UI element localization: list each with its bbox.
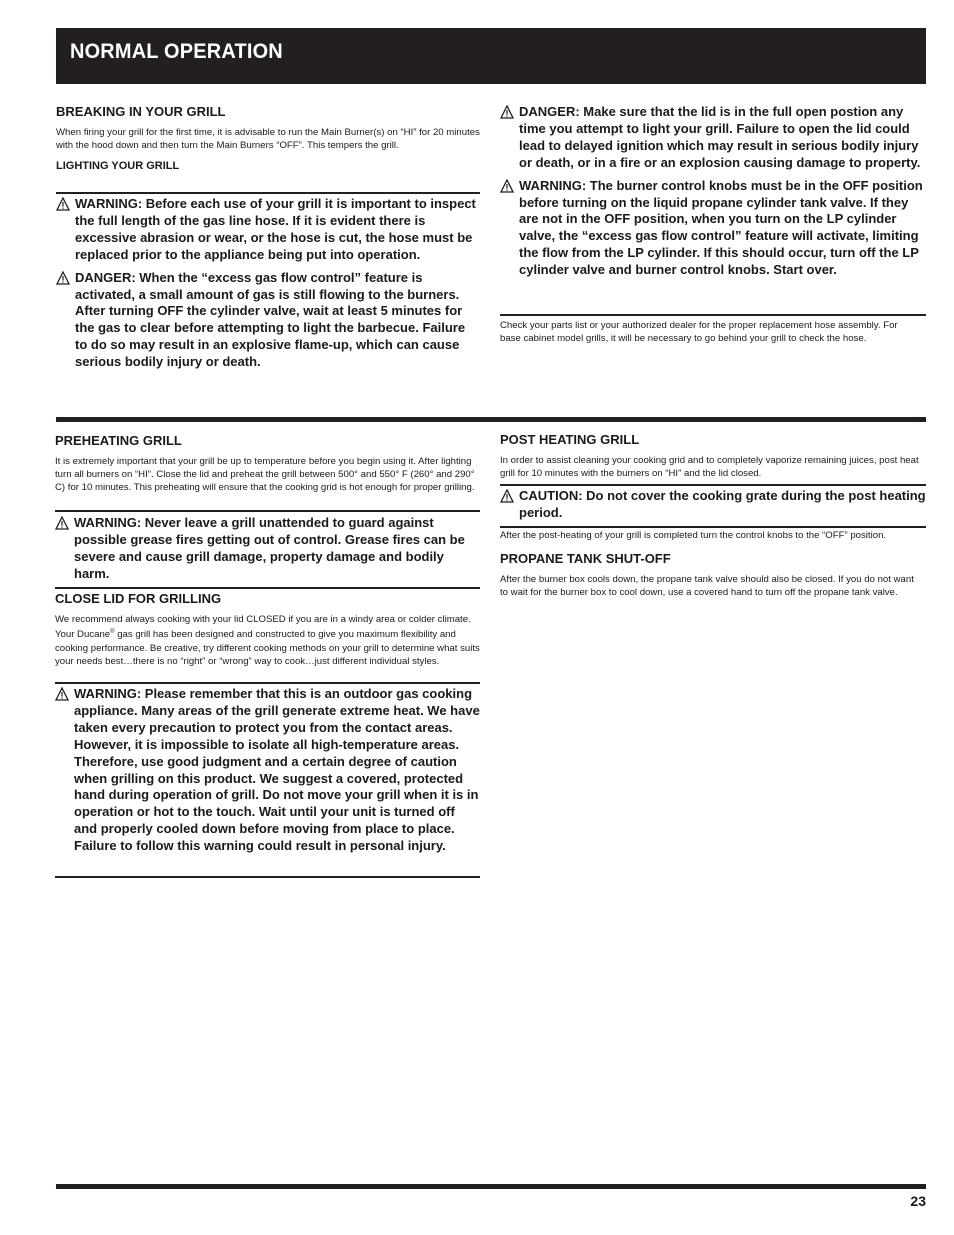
left-top-column bbox=[56, 104, 480, 173]
divider-rule bbox=[55, 510, 480, 512]
divider-rule bbox=[55, 876, 480, 878]
warning-block bbox=[55, 515, 480, 583]
post-heating-text: In order to assist cleaning your cooking grid and to completely vaporize remaining juices, post heat grill for 10 minutes with the burners on “HI” and the lid closed. bbox=[500, 455, 919, 480]
warning-triangle-icon bbox=[500, 105, 514, 119]
warning-triangle-icon bbox=[56, 271, 70, 285]
warning-block bbox=[56, 196, 480, 371]
danger-gas-flow-text: DANGER: When the “excess gas flow control” feature is activated, a small amount of gas is still flowing to the burners. After turning OFF the cylinder valve, wait at least 5 minutes for the gas to clear before attempting to light the barbecue. Failure to do so may result in an explosive flame-up, which can cause serious bodily injury or death. bbox=[75, 269, 466, 370]
post-heating-heading: POST HEATING GRILL bbox=[500, 432, 640, 447]
lighting-heading: LIGHTING YOUR GRILL bbox=[56, 160, 180, 173]
right-top-column bbox=[500, 104, 926, 279]
warning-triangle-icon bbox=[56, 197, 70, 211]
close-lid-section bbox=[55, 591, 480, 668]
divider-rule bbox=[55, 682, 480, 684]
page-title: NORMAL OPERATION bbox=[70, 40, 283, 63]
divider-rule bbox=[500, 526, 926, 528]
divider-rule bbox=[55, 587, 480, 589]
right-bottom-column bbox=[500, 432, 926, 480]
warning-triangle-icon bbox=[55, 687, 69, 701]
warning-unattended-text: WARNING: Never leave a grill unattended to guard against possible grease fires getting out of control. Grease fires can be severe and cause grill damage, property damage and bodily harm. bbox=[74, 515, 465, 581]
warning-control-knobs-text: WARNING: The burner control knobs must be in the OFF position before turning on the liquid propane cylinder tank valve. If they are not in the OFF position, when you turn on the LP cylinder valve, the “excess gas flow control” feature will activate, limiting the flow from the LP cylinder. If this should occur, turn off the LP cylinder valve and burner control knobs. Start over. bbox=[519, 177, 923, 278]
preheating-text: It is extremely important that your grill be up to temperature before you begin using it. After lighting turn all burners on “HI”. Close the lid and preheat the grill between 500° and 550° F (260° and 290° C) for 10 minutes. This preheating will ensure that the cooking grid is hot enough for proper grilling. bbox=[55, 456, 475, 494]
danger-lid-open-text: DANGER: Make sure that the lid is in the full open postion any time you attempt to light your grill. Failure to open the lid could lead to delayed ignition which may result in serious bodily injury or death, or in a fire or an explosion causing damage to property. bbox=[519, 104, 921, 170]
shutoff-section bbox=[500, 529, 920, 600]
divider-rule bbox=[500, 484, 926, 486]
preheating-heading: PREHEATING GRILL bbox=[55, 433, 182, 448]
breaking-in-text: When firing your grill for the first time, it is advisable to run the Main Burner(s) on “HI” for 20 minutes with the hood down and then turn the Main Burners “OFF”. This tempers the grill. bbox=[56, 127, 480, 152]
warning-outdoor-appliance-text: WARNING: Please remember that this is an outdoor gas cooking appliance. Many areas of the grill generate extreme heat. We have taken every precaution to protect you from the contact areas. However, it is impossible to isolate all high-temperature areas. Therefore, use good judgment and a certain degree of caution when grilling on this product. We suggest a covered, protected hand during operation of grill. Do not move your grill when it is in operation or hot to the touch. Wait until your unit is turned off and properly cooled down before moving from place to place. Failure to follow this warning could result in personal injury. bbox=[74, 686, 480, 854]
registered-mark: ® bbox=[110, 629, 115, 636]
hose-replacement-text: Check your parts list or your authorized dealer for the proper replacement hose assembly. For base cabinet model grills, it will be necessary to go behind your grill to check the hose. bbox=[500, 320, 898, 345]
warning-triangle-icon bbox=[55, 516, 69, 530]
caution-cover-grate-text: CAUTION: Do not cover the cooking grate during the post heating period. bbox=[519, 488, 926, 520]
warning-triangle-icon bbox=[500, 179, 514, 193]
caution-block bbox=[500, 488, 926, 522]
left-bottom-column bbox=[55, 433, 480, 495]
divider-rule bbox=[500, 314, 926, 316]
close-lid-heading: CLOSE LID FOR GRILLING bbox=[55, 591, 222, 606]
section-header-bar bbox=[56, 28, 926, 84]
footer-rule bbox=[56, 1184, 926, 1189]
warning-hose-text: WARNING: Before each use of your grill it is important to inspect the full length of the gas line hose. If it is evident there is excessive abrasion or wear, or the hose is cut, the hose must be replaced prior to the appliance being put into operation. bbox=[75, 196, 476, 262]
propane-shutoff-heading: PROPANE TANK SHUT-OFF bbox=[500, 551, 671, 567]
warning-triangle-icon bbox=[500, 489, 514, 503]
section-divider bbox=[56, 417, 926, 422]
page-number: 23 bbox=[910, 1193, 926, 1209]
close-lid-text: We recommend always cooking with your lid CLOSED if you are in a windy area or colder climate. Your Ducane® gas grill has been designed and constructed to give you maximum flexibility and cooking performance. Be creative, try different cooking methods on your grill to determine what suits your needs best…there is no “right” or “wrong” way to cook…just different individual styles. bbox=[55, 614, 480, 667]
divider-rule bbox=[56, 192, 480, 194]
breaking-in-heading: BREAKING IN YOUR GRILL bbox=[56, 104, 226, 119]
after-post-heating-text: After the post-heating of your grill is completed turn the control knobs to the “OFF” position. bbox=[500, 530, 887, 541]
warning-block bbox=[55, 686, 480, 855]
propane-shutoff-text: After the burner box cools down, the propane tank valve should also be closed. If you do not want to wait for the burner box to cool down, use a covered hand to turn off the propane tank valve. bbox=[500, 574, 914, 599]
